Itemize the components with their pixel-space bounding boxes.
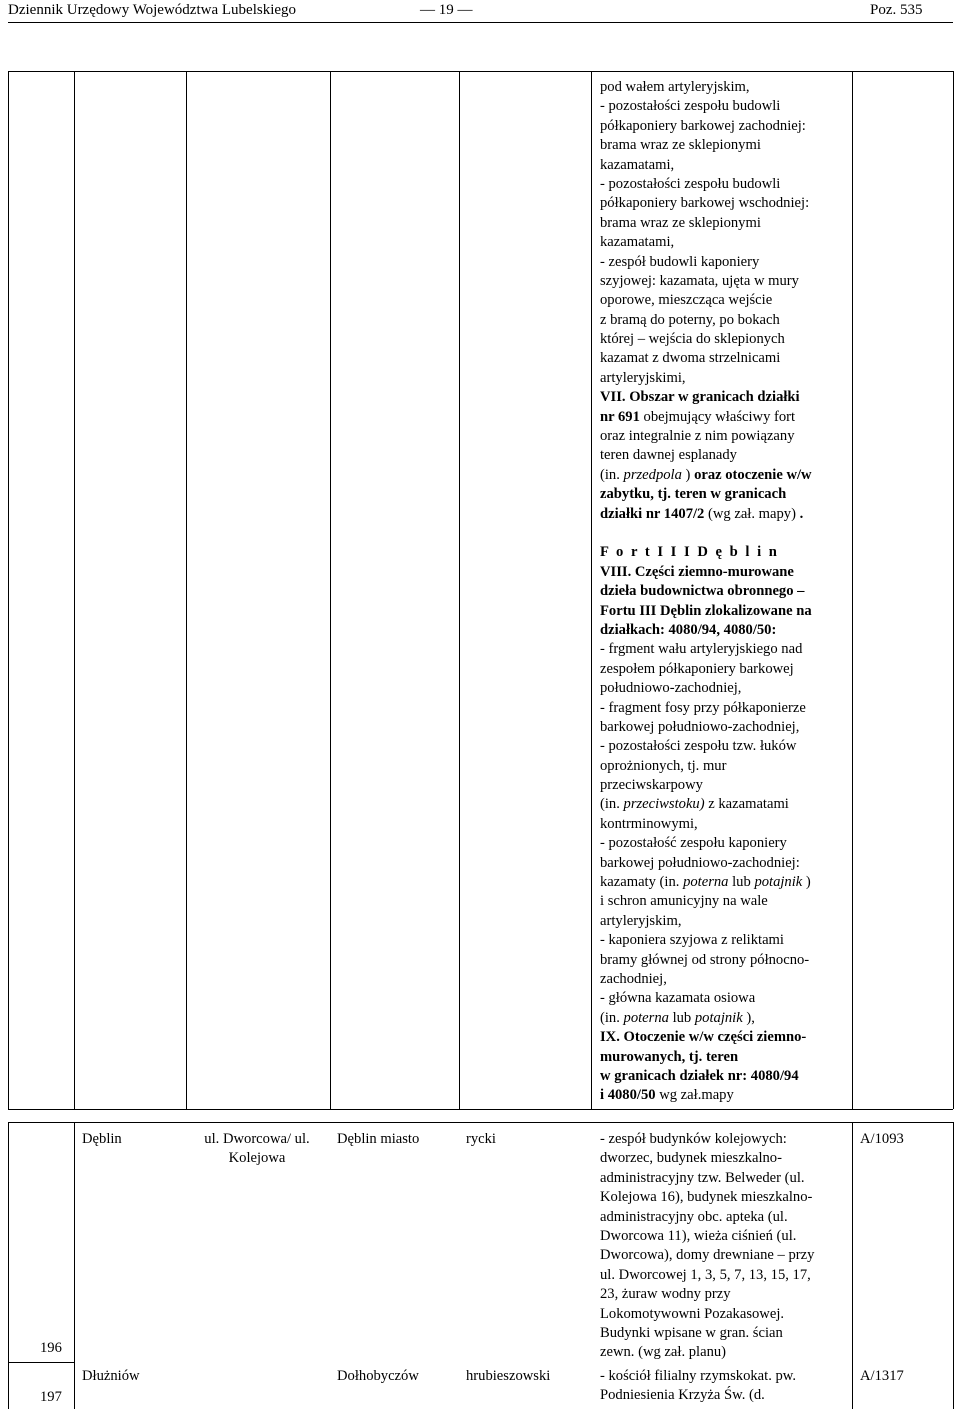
row-197-description	[600, 1367, 796, 1406]
block-bottom-border	[8, 1109, 953, 1110]
col-divider-1-upper	[74, 71, 75, 1109]
description-line	[600, 175, 812, 194]
text-run: kontrminowymi,	[600, 815, 698, 832]
description-line	[600, 563, 812, 582]
description-line	[600, 311, 812, 330]
text-run: Fortu III Dęblin zlokalizowane na	[600, 602, 812, 619]
description-line	[600, 117, 812, 136]
text-run: przeciwskarpowy	[600, 777, 703, 794]
description-line	[600, 1067, 812, 1086]
description-line: administracyjny obc. apteka (ul.	[600, 1208, 788, 1225]
row-196-county: rycki	[466, 1131, 496, 1147]
text-run: której – wejścia do sklepionych	[600, 331, 785, 348]
description-line	[600, 873, 812, 892]
row-196-register: A/1093	[860, 1131, 904, 1147]
text-run: i schron amunicyjny na wale	[600, 893, 768, 910]
text-run: (in.	[600, 466, 624, 483]
text-run: obejmujący właściwy fort	[639, 408, 796, 425]
text-run: zespołem półkaponiery barkowej	[600, 660, 794, 677]
text-run: poterna	[623, 1009, 669, 1026]
description-line	[600, 349, 812, 368]
text-run: artyleryjskimi,	[600, 369, 686, 386]
description-line	[600, 854, 812, 873]
table-top-border	[8, 71, 953, 72]
text-run: (in.	[600, 796, 624, 813]
table-border-left-lower	[8, 1122, 9, 1409]
description-line	[600, 989, 812, 1008]
text-run: oporowe, mieszcząca wejście	[600, 292, 773, 309]
text-run: brama wraz ze sklepionymi	[600, 214, 761, 231]
col-divider-3-upper	[330, 71, 331, 1109]
text-run: barkowej południowo-zachodniej,	[600, 718, 800, 735]
text-run: )	[802, 874, 811, 891]
text-run: kazamatami,	[600, 156, 675, 173]
text-run: dzieła budownictwa obronnego –	[600, 583, 805, 600]
row-separator	[8, 1362, 74, 1363]
description-line	[600, 718, 812, 737]
row-196-number: 196	[40, 1340, 62, 1356]
row-196-description	[600, 1130, 814, 1363]
text-run: kazamat z dwoma strzelnicami	[600, 350, 781, 367]
text-run: - pozostałości zespołu budowli	[600, 98, 781, 115]
text-run: południowo-zachodniej,	[600, 680, 742, 697]
row-197-register: A/1317	[860, 1368, 904, 1384]
text-run: (in.	[600, 1009, 624, 1026]
description-line	[600, 291, 812, 310]
text-run: IX. Otoczenie w/w części ziemno-	[600, 1029, 807, 1046]
text-run: ),	[742, 1009, 755, 1026]
text-run: przeciwstoku)	[623, 796, 705, 813]
text-run: potajnik	[694, 1009, 743, 1026]
description-line	[600, 757, 812, 776]
description-line	[600, 660, 812, 679]
description-line	[600, 737, 812, 756]
text-run: zabytku, tj. teren w granicach	[600, 486, 787, 503]
description-line	[600, 834, 812, 853]
description-line	[600, 214, 812, 233]
text-run: półkaponiery barkowej wschodniej:	[600, 195, 810, 212]
description-line	[600, 699, 812, 718]
description-line	[600, 951, 812, 970]
journal-title: Dziennik Urzędowy Województwa Lubelskiego	[8, 2, 297, 18]
description-line	[600, 330, 812, 349]
text-run: F o r t I I I D ę b l i n	[600, 544, 779, 561]
col-divider-1-lower	[74, 1122, 75, 1409]
description-line	[600, 446, 812, 465]
description-line	[600, 543, 812, 562]
text-run: lub	[728, 874, 755, 891]
text-run: murowanych, tj. teren	[600, 1048, 739, 1065]
description-line: Dworcowa 11), wieża ciśnień (ul.	[600, 1228, 797, 1245]
col-divider-4-upper	[459, 71, 460, 1109]
text-run: oraz integralnie z nim powiązany	[600, 428, 795, 445]
description-line	[600, 505, 812, 524]
row-197-locality: Dłużniów	[82, 1368, 140, 1384]
text-run: w granicach działek nr: 4080/94	[600, 1067, 799, 1084]
table-border-right-lower	[953, 1122, 954, 1409]
description-line: Dworcowa), domy drewniane – przy	[600, 1247, 815, 1264]
description-line: Budynki wpisane w gran. ścian	[600, 1325, 783, 1342]
text-run: - pozostałości zespołu tzw. łuków	[600, 738, 797, 755]
description-line	[600, 156, 812, 175]
description-line	[600, 485, 812, 504]
text-run: oraz otoczenie w/w	[694, 466, 812, 483]
description-line	[600, 272, 812, 291]
text-run: wg zał.mapy	[655, 1087, 734, 1104]
description-line	[600, 194, 812, 213]
description-line	[600, 1086, 812, 1105]
description-line	[600, 427, 812, 446]
description-line	[600, 679, 812, 698]
description-line	[600, 78, 812, 97]
text-run: - pozostałości zespołu budowli	[600, 175, 781, 192]
table-border-left-upper	[8, 71, 9, 1109]
description-line: administracyjny tzw. Belweder (ul.	[600, 1169, 805, 1186]
description-line: ul. Dworcowej 1, 3, 5, 7, 13, 15, 17,	[600, 1266, 811, 1283]
page-header	[0, 0, 960, 22]
page-number: — 19 —	[420, 2, 473, 18]
description-line	[600, 466, 812, 485]
description-line	[600, 640, 812, 659]
rows-top-border	[8, 1122, 953, 1123]
text-run: szyjowej: kazamata, ujęta w mury	[600, 272, 799, 289]
description-line	[600, 892, 812, 911]
description-line	[600, 1028, 812, 1047]
position-number: Poz. 535	[870, 2, 923, 18]
description-line	[600, 408, 812, 427]
text-run: - fragment fosy przy półkaponierze	[600, 699, 806, 716]
description-line	[600, 815, 812, 834]
continuation-text	[600, 78, 812, 1106]
header-rule	[8, 22, 953, 23]
text-run: przedpola	[623, 466, 682, 483]
text-run: potajnik	[754, 874, 803, 891]
text-run: półkaponiery barkowej zachodniej:	[600, 117, 806, 134]
text-run: - zespół budowli kaponiery	[600, 253, 760, 270]
description-line: Lokomotywowni Pozakasowej.	[600, 1305, 785, 1322]
text-run: bramy głównej od strony północno-	[600, 951, 810, 968]
text-run: )	[681, 466, 695, 483]
description-line	[600, 582, 812, 601]
description-line	[600, 369, 812, 388]
text-run: kazamaty (in.	[600, 874, 684, 891]
row-196-commune: Dęblin miasto	[337, 1131, 420, 1147]
description-line: dworzec, budynek mieszkalno-	[600, 1150, 782, 1167]
description-line: zewn. (wg zał. planu)	[600, 1344, 727, 1361]
text-run: kazamatami,	[600, 234, 675, 251]
description-line: - kościół filialny rzymskokat. pw.	[600, 1368, 797, 1384]
text-run: i 4080/50	[600, 1087, 656, 1104]
text-run: brama wraz ze sklepionymi	[600, 137, 761, 154]
description-line: Podniesienia Krzyża Św. (d.	[600, 1387, 765, 1404]
col-divider-6-lower	[852, 1122, 853, 1409]
row-197-commune: Dołhobyczów	[337, 1368, 419, 1384]
text-run: nr 691	[600, 408, 640, 425]
description-line: Kolejowa 16), budynek mieszkalno-	[600, 1189, 813, 1206]
text-run: zachodniej,	[600, 970, 667, 987]
text-run: lub	[668, 1009, 695, 1026]
description-line	[600, 1048, 812, 1067]
text-run: barkowej południowo-zachodniej:	[600, 854, 800, 871]
text-run: - kaponiera szyjowa z reliktami	[600, 932, 784, 949]
description-line	[600, 776, 812, 795]
description-line	[600, 602, 812, 621]
text-run: pod wałem artyleryjskim,	[600, 79, 750, 95]
text-run: - główna kazamata osiowa	[600, 990, 756, 1007]
description-line	[600, 388, 812, 407]
text-run: VII. Obszar w granicach działki	[600, 389, 800, 406]
text-run: teren dawnej esplanady	[600, 447, 737, 464]
description-line	[600, 97, 812, 116]
text-run: z kazamatami	[704, 796, 789, 813]
row-196-address	[192, 1130, 322, 1169]
description-line	[600, 233, 812, 252]
text-run: z bramą do poterny, po bokach	[600, 311, 780, 328]
text-run: .	[799, 505, 804, 522]
row-197-number: 197	[40, 1389, 62, 1405]
description-line: 23, żuraw wodny przy	[600, 1286, 731, 1303]
text-run: oprożnionych, tj. mur	[600, 757, 727, 774]
text-run: (wg zał. mapy)	[704, 505, 800, 522]
text-run: VIII. Części ziemno-murowane	[600, 563, 794, 580]
description-line	[600, 795, 812, 814]
description-line: - zespół budynków kolejowych:	[600, 1131, 787, 1147]
description-line	[600, 970, 812, 989]
description-line	[600, 136, 812, 155]
text-run: - pozostałość zespołu kaponiery	[600, 835, 787, 852]
description-line	[600, 912, 812, 931]
text-run: działkach: 4080/94, 4080/50:	[600, 621, 777, 638]
description-line	[600, 931, 812, 950]
table-border-right-upper	[953, 71, 954, 1109]
col-divider-6-upper	[852, 71, 853, 1109]
description-line	[600, 524, 812, 543]
text-run: artyleryjskim,	[600, 912, 682, 929]
row-196-address-line: ul. Dworcowa/ ul.	[204, 1131, 310, 1147]
row-196-locality: Dęblin	[82, 1131, 122, 1147]
text-run: działki nr 1407/2	[600, 505, 705, 522]
col-divider-2-upper	[186, 71, 187, 1109]
description-line	[600, 621, 812, 640]
row-197-county: hrubieszowski	[466, 1368, 551, 1384]
col-divider-5-upper	[591, 71, 592, 1109]
row-196-address-line: Kolejowa	[228, 1150, 286, 1167]
description-line	[600, 1009, 812, 1028]
text-run: - frgment wału artyleryjskiego nad	[600, 641, 803, 658]
text-run: poterna	[683, 874, 729, 891]
description-line	[600, 253, 812, 272]
